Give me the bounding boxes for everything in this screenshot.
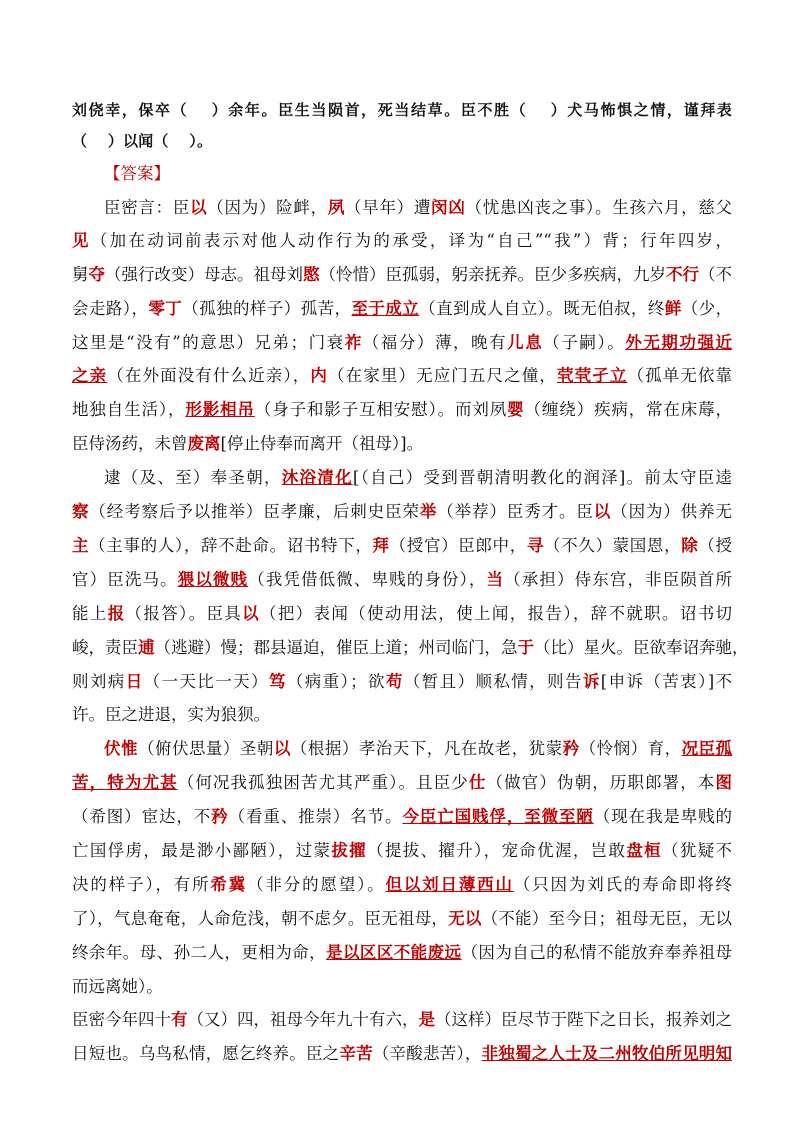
- question-line-1: 刘侥幸，保卒（ ）余年。臣生当陨首，死当结草。臣不胜（ ）犬马怖惧之情，谨拜表: [72, 101, 732, 119]
- p1-line-4: 会走路），零丁（孤独的样子）孤苦，至于成立（直到成人自立）。既无伯叔，终鲜（少，: [72, 299, 733, 318]
- p3-line-2: 苦，特为尤甚（何况我孤独困苦尤其严重）。且臣少仕（做官）伪朝，历职郎署，本图: [72, 773, 733, 792]
- p1-line-7: 地独自生活），形影相吊（身子和影子互相安慰）。而刘夙婴（缠绕）疾病，常在床蓐，: [72, 400, 733, 419]
- p2-line-1: 逮（及、至）奉圣朝，沐浴清化[（自己）受到晋朝清明教化的润泽]。前太守臣逵: [104, 468, 733, 487]
- p4-line-1: 臣密今年四十有（又）四，祖母今年九十有六，是（这样）臣尽节于陛下之日长，报养刘之: [72, 1010, 732, 1029]
- p4-line-2: 日短也。乌鸟私情，愿乞终养。臣之辛苦（辛酸悲苦），非独蜀之人士及二州牧伯所见明知: [72, 1044, 733, 1063]
- answer-heading: 【答案】: [104, 164, 170, 183]
- p1-line-2: 见（加在动词前表示对他人动作行为的承受，译为“自己”“我”）背；行年四岁，: [72, 231, 732, 250]
- p2-line-4: 官）臣洗马。猥以微贱（我凭借低微、卑贱的身份），当（承担）侍东宫，非臣陨首所: [72, 570, 733, 589]
- p2-line-2: 察（经考察后予以推举）臣孝廉，后刺史臣荣举（举荐）臣秀才。臣以（因为）供养无: [72, 502, 733, 521]
- p3-line-5: 决的样子），有所希冀（非分的愿望）。但以刘日薄西山（只因为刘氏的寿命即将终: [72, 875, 733, 894]
- p1-line-5: 这里是“没有”的意思）兄弟；门衰祚（福分）薄，晚有儿息（子嗣）。外无期功强近: [72, 333, 733, 352]
- p2-line-7: 则刘病日（一天比一天）笃（病重）；欲苟（暂且）顺私情，则告诉[申诉（苦衷）]不: [72, 672, 733, 691]
- p2-line-6: 峻，责臣逋（逃避）慢；郡县逼迫，催臣上道；州司临门，急于（比）星火。臣欲奉诏奔驰，: [72, 638, 749, 657]
- p1-line-1: 臣密言：臣以（因为）险衅，夙（早年）遭闵凶（忧患凶丧之事）。生孩六月，慈父: [104, 198, 733, 217]
- p3-line-8: 而远离她）。: [72, 977, 163, 996]
- p3-line-3: （希图）宦达，不矜（看重、推崇）名节。今臣亡国贱俘，至微至陋（现在我是卑贱的: [72, 807, 733, 826]
- p2-line-5: 能上报（报答）。臣具以（把）表闻（使动用法，使上闻，报告），辞不就职。诏书切: [72, 604, 733, 623]
- p3-line-6: 了），气息奄奄，人命危浅，朝不虑夕。臣无祖母，无以（不能）至今日；祖母无臣，无以: [72, 909, 733, 928]
- p3-line-1: 伏惟（俯伏思量）圣朝以（根据）孝治天下，凡在故老，犹蒙矜（怜悯）育，况臣孤: [104, 739, 733, 758]
- question-line-2: （ ）以闻（ ）。: [72, 132, 213, 150]
- p1-line-8: 臣侍汤药，未曾废离[停止侍奉而离开（祖母）]。: [72, 434, 424, 453]
- p3-line-4: 亡国俘虏，最是渺小鄙陋），过蒙拔擢（提拔、擢升），宠命优渥，岂敢盘桓（犹疑不: [72, 841, 733, 860]
- p2-line-8: 许。臣之进退，实为狼狈。: [72, 705, 270, 724]
- p3-line-7: 终余年。母、孙二人，更相为命，是以区区不能废远（因为自己的私情不能放弃奉养祖母: [72, 943, 733, 962]
- p2-line-3: 主（主事的人），辞不赴命。诏书特下，拜（授官）臣郎中，寻（不久）蒙国恩，除（授: [72, 536, 733, 555]
- p1-line-6: 之亲（在外面没有什么近亲），内（在家里）无应门五尺之僮，茕茕孑立（孤单无依靠: [72, 366, 733, 385]
- p1-line-3: 舅夺（强行改变）母志。祖母刘愍（怜惜）臣孤弱，躬亲抚养。臣少多疾病，九岁不行（不: [72, 265, 732, 284]
